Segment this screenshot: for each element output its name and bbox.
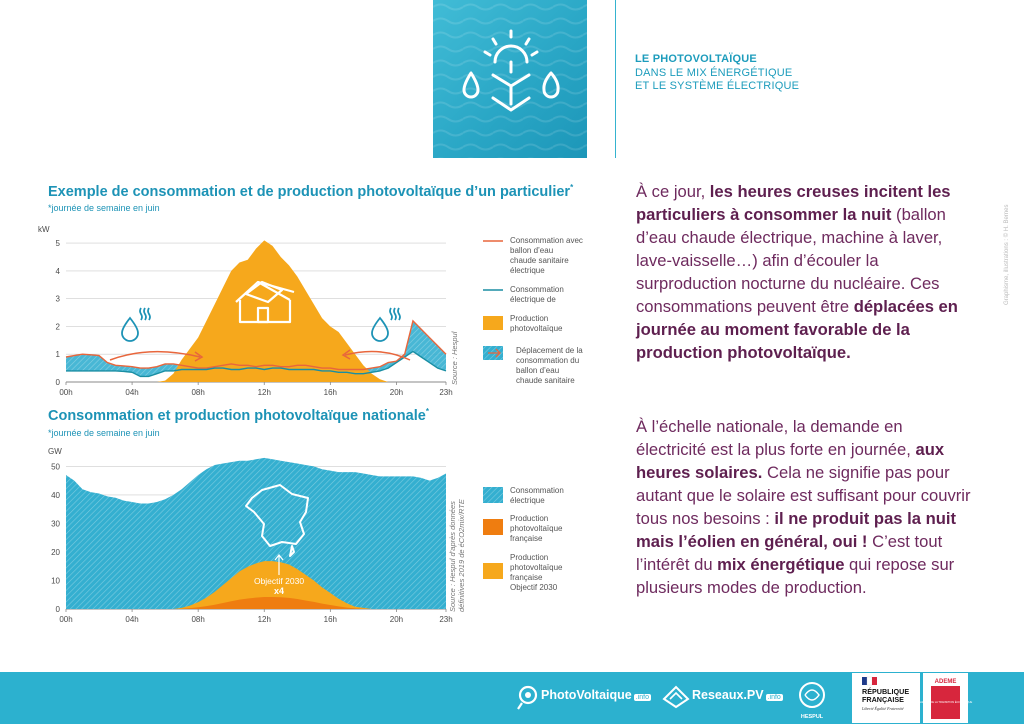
c1-ytick-label: 5 [55,239,60,249]
p2-segment: il ne produit pas la nuit mais l’éolien en général, oui ! [636,509,956,551]
p2-segment: Cela ne signifie pas pour autant que le solaire est suffisant pour couvrir tous nos besoins : [636,463,971,528]
chart2-ylabel: GW [48,447,62,456]
ademe-sub: AGENCE DE LA TRANSITION ÉCOLOGIQUE [918,701,973,704]
c2-xtick-label: 23h [439,615,453,624]
c1-ytick-label: 3 [55,294,60,304]
hot-water-drop-icon [122,308,150,341]
c2-xtick-label: 00h [59,615,73,624]
c2-xtick-label: 04h [125,615,139,624]
chart2-title: Consommation et production photovoltaïque nationale* [48,407,429,424]
legend-swatch-pv-2030 [483,563,503,579]
c2-ytick-label: 0 [55,605,60,614]
c1-xtick-label: 08h [191,388,205,397]
chart2-x-ticks [59,609,452,624]
chart2-legend [483,486,564,592]
objective-factor: x4 [273,586,285,596]
rf-line-2: FRANÇAISE [862,695,904,704]
credit-text: Graphisme, illustrations : © H. Bernes [1004,204,1010,305]
legend-label-consumption-ballon: Consommation avec ballon d’eau chaude sanitaire électrique [510,236,583,275]
p1-segment: les heures creuses incitent les particuliers à consommer la nuit [636,182,951,224]
reseaux-pv-logo[interactable]: Reseaux.PV .info [692,688,781,702]
hot-water-drop-icon-right [372,308,400,341]
hespul-logo-label: HESPUL [800,714,824,720]
c1-xtick-label: 16h [323,388,338,397]
c1-area-pv-production [66,240,446,382]
c2-ytick-label: 40 [51,490,60,500]
c1-ytick-label: 2 [55,322,60,332]
chart2-y-ticks [51,462,60,614]
c2-xtick-label: 16h [323,615,338,624]
c2-ytick-label: 10 [51,576,60,586]
p2-segment: qui repose sur plusieurs modes de production. [636,555,955,597]
paragraph-heures-creuses [636,180,976,364]
p2-segment: aux heures solaires. [636,440,945,482]
legend-label-base-consumption: Consommation électrique de [510,285,564,304]
c1-ytick-label: 1 [55,350,60,360]
p2-segment: C’est tout l’intérêt du [636,532,943,574]
photovoltaique-logo-icon [516,683,540,711]
c2-xtick-label: 20h [389,615,404,624]
legend-label-pv-2030: Production photovoltaïque française Objectif 2030 [510,553,563,592]
photovoltaique-logo[interactable]: PhotoVoltaique .info [541,688,649,702]
c1-xtick-label: 20h [389,388,404,397]
chart2-marks [66,458,446,609]
reseaux-pv-logo-icon [662,683,690,709]
c1-xtick-label: 00h [59,388,73,397]
paragraph-echelle-nationale [636,415,976,599]
hespul-logo-icon [796,680,828,720]
rf-line-1: RÉPUBLIQUE [862,687,910,696]
c2-xtick-label: 12h [257,615,271,624]
title-line-2: DANS LE MIX ÉNERGÉTIQUE [635,66,793,79]
p1-segment: (ballon d’eau chaude électrique, machine à laver, lave-vaisselle…) afin d’écouler la surproduction nocturne du nucléaire. Ces consommations peuvent être [636,205,946,316]
legend-swatch-pv-production [483,316,503,330]
c1-xtick-label: 12h [257,388,271,397]
chart1-legend [483,236,583,385]
chart1-source: Source : Hespul [450,331,459,385]
legend-swatch-french-consumption [483,487,503,503]
legend-label-pv-production: Production photovoltaïque [510,314,563,333]
chart1-title: Exemple de consommation et de production photovoltaïque d’un particulier* [48,183,574,200]
ademe-label: ADEME [934,679,957,685]
chart1-y-ticks [56,239,61,387]
legend-swatch-french-pv [483,519,503,535]
chart1-ylabel: kW [38,225,50,234]
chart1-subtitle: *journée de semaine en juin [48,203,160,213]
rf-motto: Liberté Égalité Fraternité [862,706,904,711]
objective-label: Objectif 2030 [253,576,305,586]
c1-xtick-label: 04h [125,388,139,397]
chart2-source: Source : Hespul d’après donnéesdéfinitives 2019 de éCO2mix/RTE [448,499,466,612]
c2-ytick-label: 50 [51,462,60,472]
ademe-logo [918,673,973,723]
republique-francaise-logo [852,673,920,723]
c1-xtick-label: 23h [439,388,453,397]
p1-segment: À ce jour, [636,182,710,201]
c1-ytick-label: 4 [55,266,60,276]
p1-segment: déplacées en journée au moment favorable de la production photovoltaïque. [636,297,958,362]
title-line-1: LE PHOTOVOLTAÏQUE [635,53,757,65]
c1-ytick-label: 0 [55,378,60,387]
c2-ytick-label: 30 [51,519,60,529]
c2-ytick-label: 20 [51,547,60,557]
legend-label-french-pv: Production photovoltaïque française [510,514,563,543]
p2-segment: À l’échelle nationale, la demande en électricité est la plus forte en journée, [636,417,916,459]
legend-label-displacement: Déplacement de la consommation du ballon d’eau chaude sanitaire [516,346,583,385]
chart1-x-ticks [59,382,452,397]
chart1-marks [66,240,446,382]
c2-xtick-label: 08h [191,615,205,624]
chart2-subtitle: *journée de semaine en juin [48,428,160,438]
p2-segment: mix énergétique [717,555,845,574]
legend-label-french-consumption: Consommation électrique [510,486,564,505]
title-line-3: ET LE SYSTÈME ÉLECTRIQUE [635,80,800,92]
